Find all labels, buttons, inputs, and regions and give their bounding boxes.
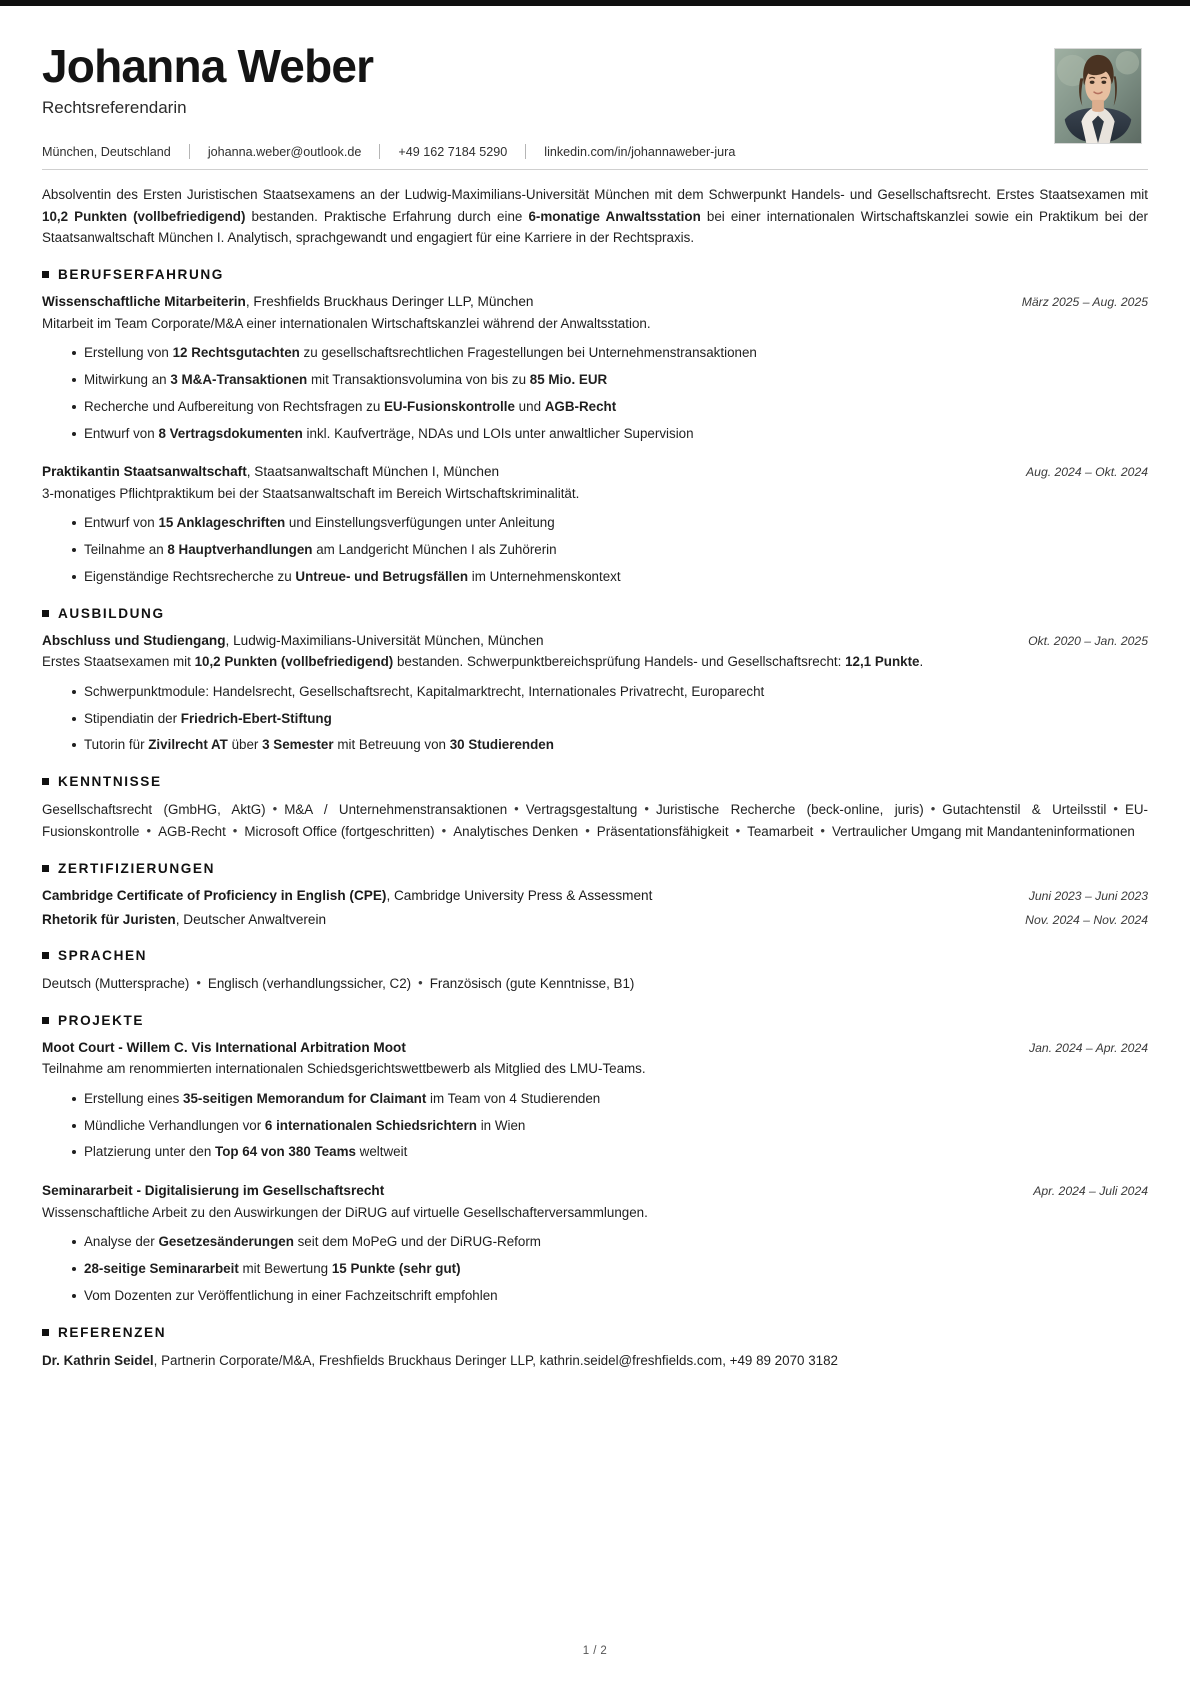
list-item [72,1232,1148,1253]
bullet-text: und Einstellungsverfügungen unter Anleitung [285,515,555,531]
project-entry [42,1038,1148,1163]
square-bullet-icon [42,1017,49,1024]
entry-description: 3-monatiges Pflichtpraktikum bei der Staatsanwaltschaft im Bereich Wirtschaftskriminalität. [42,486,580,502]
skill-item: Gesellschaftsrecht (GmbHG, AktG) [42,802,266,818]
certification-date: Juni 2023 – Juni 2023 [1028,888,1148,903]
page-title: Johanna Weber [42,40,374,92]
entry-title [42,1181,1015,1201]
bullet-bold: Gesetzesänderungen [158,1234,294,1250]
bullet-text: Stipendiatin der [84,710,181,726]
entry-title [42,1038,1011,1058]
bullet-text: weltweit [355,1144,408,1160]
list-item [72,513,1148,534]
bullet-bold: 85 Mio. EUR [529,372,608,388]
bullet-bold: 8 Hauptverhandlungen [167,542,313,558]
square-bullet-icon [42,778,49,785]
contact-bar [42,144,1148,170]
section-heading-languages [42,948,1148,963]
bullet-text: in Wien [476,1117,526,1133]
avatar [1054,48,1142,144]
section-title-label: REFERENZEN [58,1324,167,1340]
bullet-text: Mitwirkung an [84,372,171,388]
bullet-text: Mündliche Verhandlungen vor [84,1117,265,1133]
dot-separator-icon: • [930,801,936,817]
dot-separator-icon: • [441,822,447,838]
summary-text-3: bei einer internationalen Wirtschaftskanzlei sowie ein Praktikum bei der Staatsanwaltschaft München I. Analytisch, sprachgewandt und engagiert für eine Karriere in der Rechtspraxis. [42,208,1148,246]
bullet-text: am Landgericht München I als Zuhörerin [312,542,557,558]
skill-item: Teamarbeit [747,823,814,839]
certification-date: Nov. 2024 – Nov. 2024 [1025,913,1148,928]
contact-linkedin[interactable]: linkedin.com/in/johannaweber-jura [544,144,736,159]
bullet-bold: 28-seitige Seminararbeit [84,1261,239,1277]
list-item [72,1286,1148,1307]
bullet-text: zu gesellschaftsrechtlichen Fragestellungen bei Unternehmenstransaktionen [299,345,757,361]
skill-item: Juristische Recherche (beck-online, juris) [655,802,924,818]
bullet-bold: Untreue- und Betrugsfällen [295,568,469,584]
entry-date: Jan. 2024 – Apr. 2024 [1028,1040,1148,1055]
list-item [72,343,1148,364]
bullet-bold: 3 Semester [262,737,334,753]
entry-description: Mitarbeit im Team Corporate/M&A einer internationalen Wirtschaftskanzlei während der Anwaltsstation. [42,315,651,331]
section-heading-certifications [42,861,1148,876]
dot-separator-icon: • [146,822,152,838]
project-name: Moot Court - Willem C. Vis International Arbitration Moot [42,1039,406,1055]
skill-item: Vertraulicher Umgang mit Mandanteninformationen [831,823,1135,839]
entry-date: Aug. 2024 – Okt. 2024 [1026,465,1148,480]
list-item [72,1259,1148,1280]
desc-bold: 10,2 Punkten (vollbefriedigend) [194,654,394,670]
entry-header [42,1038,1148,1058]
bullet-text: Erstellung eines [84,1090,183,1106]
certification-name: Cambridge Certificate of Proficiency in English (CPE) [42,887,387,903]
section-heading-projects [42,1013,1148,1028]
section-title-label: BERUFSERFAHRUNG [58,267,224,283]
entry-bullet-list [42,682,1148,756]
bullet-text: im Team von 4 Studierenden [426,1090,601,1106]
certification-title [42,910,1007,930]
list-item [72,1116,1148,1137]
bullet-bold: 15 Punkte (sehr gut) [331,1261,461,1277]
list-item [72,682,1148,703]
resume-header [42,42,1148,144]
bullet-bold: 15 Anklageschriften [158,515,286,531]
entry-description [42,651,1148,672]
bullet-bold: 8 Vertragsdokumenten [158,425,303,441]
desc-text: Erstes Staatsexamen mit [42,654,195,670]
certification-issuer: , Cambridge University Press & Assessment [386,887,653,903]
contact-divider [379,144,380,159]
entry-bullet-list [42,1089,1148,1163]
bullet-bold: 6 internationalen Schiedsrichtern [264,1117,477,1133]
section-title-label: PROJEKTE [58,1012,145,1028]
square-bullet-icon [42,952,49,959]
contact-email[interactable]: johanna.weber@outlook.de [207,144,362,159]
entry-role: Abschluss und Studiengang [42,632,226,648]
bullet-text: über [227,737,263,753]
square-bullet-icon [42,271,49,278]
entry-description: Teilnahme am renommierten internationalen Schiedsgerichtswettbewerb als Mitglied des LMU-Teams. [42,1061,646,1077]
dot-separator-icon: • [735,822,741,838]
bullet-bold: Top 64 von 380 Teams [215,1144,356,1160]
contact-phone[interactable]: +49 162 7184 5290 [398,144,508,159]
bullet-text: mit Transaktionsvolumina von bis zu [307,372,530,388]
bullet-bold: EU-Fusionskontrolle [384,398,515,414]
section-projects [42,1013,1148,1307]
page-footer [0,1645,1190,1657]
entry-title [42,631,1010,651]
summary-text-2: bestanden. Praktische Erfahrung durch eine [245,208,529,224]
language-item: Deutsch (Muttersprache) [42,976,190,991]
entry-org: , Staatsanwaltschaft München I, München [246,464,500,480]
dot-separator-icon: • [820,822,825,838]
reference-name: Dr. Kathrin Seidel [42,1352,154,1368]
bullet-text: Vom Dozenten zur Veröffentlichung in einer Fachzeitschrift empfohlen [84,1287,498,1303]
entry-date: Apr. 2024 – Juli 2024 [1033,1184,1148,1199]
dot-separator-icon: • [514,801,519,817]
bullet-text: inkl. Kaufverträge, NDAs und LOIs unter anwaltlicher Supervision [302,425,694,441]
entry-header [42,462,1148,482]
bullet-text: mit Bewertung [238,1261,332,1277]
desc-bold: 12,1 Punkte [845,654,920,670]
portrait-photo-icon [1055,49,1141,143]
skill-item: Microsoft Office (fortgeschritten) [244,823,435,839]
bullet-text: Analyse der [84,1234,159,1250]
section-certifications [42,861,1148,930]
page-number: 1 / 2 [582,1645,608,1657]
certification-title [42,886,1011,906]
education-entry [42,631,1148,756]
bullet-text: Tutorin für [84,737,149,753]
dot-separator-icon: • [585,822,590,838]
section-title-label: SPRACHEN [58,948,148,963]
certification-row [42,910,1148,930]
project-entry [42,1181,1148,1306]
list-item [72,709,1148,730]
contact-location: München, Deutschland [42,144,171,159]
skill-item: Präsentationsfähigkeit [596,823,729,839]
certification-issuer: , Deutscher Anwaltverein [175,912,327,928]
entry-date: Okt. 2020 – Jan. 2025 [1028,633,1148,648]
bullet-text: Schwerpunktmodule: Handelsrecht, Gesellschaftsrecht, Kapitalmarktrecht, Internationales Privatrecht, Europarecht [84,683,765,699]
reference-line [42,1350,1148,1371]
certification-row [42,886,1148,906]
bullet-bold: AGB-Recht [544,398,617,414]
section-title-label: AUSBILDUNG [58,605,165,621]
section-references [42,1325,1148,1371]
dot-separator-icon: • [232,822,238,838]
dot-separator-icon: • [418,975,423,990]
languages-list [42,973,1148,995]
entry-role: Praktikantin Staatsanwaltschaft [42,464,247,480]
bullet-text: Recherche und Aufbereitung von Rechtsfragen zu [84,398,384,414]
summary-bold-2: 6-monatige Anwaltsstation [528,208,701,224]
section-education [42,606,1148,756]
square-bullet-icon [42,610,49,617]
bullet-bold: 35-seitigen Memorandum for Claimant [183,1090,427,1106]
dot-separator-icon: • [196,975,201,990]
bullet-bold: 3 M&A-Transaktionen [170,372,308,388]
bullet-text: mit Betreuung von [333,737,450,753]
skill-item: Analytisches Denken [453,823,579,839]
section-heading-references [42,1325,1148,1340]
entry-header [42,631,1148,651]
list-item [72,370,1148,391]
section-heading-experience [42,267,1148,282]
section-experience [42,267,1148,588]
skill-item: EU-Fusionskontrolle [42,802,1149,839]
entry-org: , Freshfields Bruckhaus Deringer LLP, München [245,294,534,310]
bullet-text: und [514,398,545,414]
bullet-text: Platzierung unter den [84,1144,216,1160]
skill-item: Gutachtenstil & Urteilsstil [942,802,1107,818]
entry-header [42,292,1148,312]
professional-headline: Rechtsreferendarin [42,97,187,117]
entry-description: Wissenschaftliche Arbeit zu den Auswirkungen der DiRUG auf virtuelle Gesellschafterversammlungen. [42,1204,648,1220]
bullet-bold: 30 Studierenden [449,737,554,753]
list-item [72,540,1148,561]
experience-entry [42,292,1148,444]
bullet-bold: 12 Rechtsgutachten [172,345,300,361]
skill-item: M&A / Unternehmenstransaktionen [284,802,508,818]
entry-bullet-list [42,513,1148,587]
list-item [72,735,1148,756]
contact-divider [189,144,190,159]
bullet-bold: Friedrich-Ebert-Stiftung [180,710,332,726]
square-bullet-icon [42,865,49,872]
experience-entry [42,462,1148,587]
bullet-text: Teilnahme an [84,542,168,558]
entry-date: März 2025 – Aug. 2025 [1021,295,1148,310]
entry-header [42,1181,1148,1201]
desc-text: . [919,654,924,670]
square-bullet-icon [42,1329,49,1336]
skill-item: AGB-Recht [158,823,226,839]
section-skills [42,774,1148,842]
entry-title [42,462,1008,482]
section-title-label: ZERTIFIZIERUNGEN [58,860,216,876]
list-item [72,567,1148,588]
contact-divider [525,144,526,159]
reference-details: , Partnerin Corporate/M&A, Freshfields Bruckhaus Deringer LLP, kathrin.seidel@freshfields.com, +49 89 2070 3182 [153,1352,838,1368]
entry-title [42,292,1004,312]
resume-content [0,6,1190,1371]
list-item [72,1142,1148,1163]
certification-name: Rhetorik für Juristen [42,912,176,928]
section-title-label: KENNTNISSE [58,774,162,790]
section-heading-education [42,606,1148,621]
section-languages [42,948,1148,995]
bullet-text: seit dem MoPeG und der DiRUG-Reform [293,1234,541,1250]
professional-summary [42,184,1148,249]
dot-separator-icon: • [1113,801,1118,817]
bullet-text: im Unternehmenskontext [468,568,621,584]
section-heading-skills [42,774,1148,789]
header-text-block [42,42,1054,134]
summary-text-1: Absolventin des Ersten Juristischen Staatsexamens an der Ludwig-Maximilians-Universität München mit dem Schwerpunkt Handels- und Gesellschaftsrecht. Erstes Staatsexamen mit [42,187,1148,202]
summary-bold-1: 10,2 Punkten (vollbefriedigend) [42,208,246,224]
skills-list [42,799,1148,842]
bullet-bold: Zivilrecht AT [148,737,228,753]
entry-org: , Ludwig-Maximilians-Universität München, München [225,632,544,648]
dot-separator-icon: • [272,801,278,817]
list-item [72,397,1148,418]
language-item: Französisch (gute Kenntnisse, B1) [429,976,635,991]
bullet-text: Erstellung von [84,345,173,361]
skill-item: Vertragsgestaltung [525,802,638,818]
entry-role: Wissenschaftliche Mitarbeiterin [42,294,246,310]
desc-text: bestanden. Schwerpunktbereichsprüfung Handels- und Gesellschaftsrecht: [393,654,846,670]
project-name: Seminararbeit - Digitalisierung im Gesellschaftsrecht [42,1183,385,1199]
entry-bullet-list [42,1232,1148,1306]
bullet-text: Eigenständige Rechtsrecherche zu [84,568,296,584]
entry-bullet-list [42,343,1148,444]
dot-separator-icon: • [644,801,649,817]
bullet-text: Entwurf von [84,515,159,531]
language-item: Englisch (verhandlungssicher, C2) [207,976,412,991]
bullet-text: Entwurf von [84,425,159,441]
list-item [72,1089,1148,1110]
list-item [72,424,1148,445]
